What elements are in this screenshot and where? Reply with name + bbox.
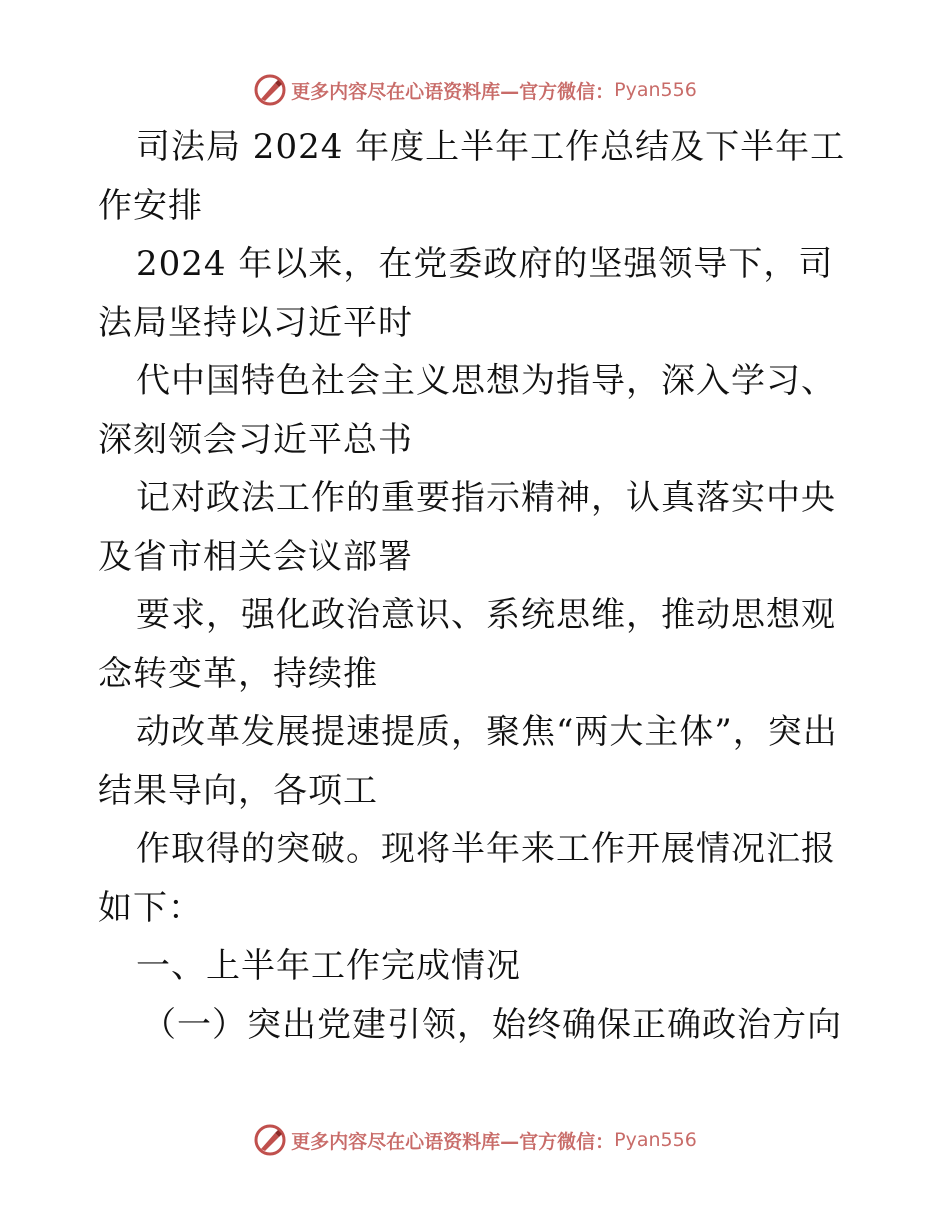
watermark-footer: [0, 1120, 950, 1160]
section-heading: 一、上半年工作完成情况: [136, 946, 521, 986]
watermark-header: [0, 70, 950, 110]
paragraph-line-2: 代中国特色社会主义思想为指导，深入学习、深刻领会习近平总书: [98, 361, 836, 460]
document-body: [98, 118, 858, 1054]
watermark-account: Pyan556: [614, 1129, 697, 1151]
paragraph-line-6: 作取得的突破。现将半年来工作开展情况汇报如下：: [98, 829, 836, 928]
watermark-text: 更多内容尽在心语资料库—官方微信：: [291, 1130, 615, 1153]
document-title: 司法局 2024 年度上半年工作总结及下半年工作安排: [98, 127, 846, 226]
pen-logo-icon: [253, 1123, 287, 1157]
watermark-account: Pyan556: [614, 79, 697, 101]
paragraph-line-5: 动改革发展提速提质，聚焦“两大主体”，突出结果导向，各项工: [98, 712, 838, 811]
paragraph-line-1: 2024 年以来，在党委政府的坚强领导下，司法局坚持以习近平时: [98, 244, 834, 343]
paragraph-line-4: 要求，强化政治意识、系统思维，推动思想观念转变革，持续推: [98, 595, 836, 694]
subsection-heading: （一）突出党建引领，始终确保正确政治方向: [142, 1004, 842, 1045]
pen-logo-icon: [253, 73, 287, 107]
paragraph-line-3: 记对政法工作的重要指示精神，认真落实中央及省市相关会议部署: [98, 478, 836, 577]
watermark-text: 更多内容尽在心语资料库—官方微信：: [291, 80, 615, 103]
